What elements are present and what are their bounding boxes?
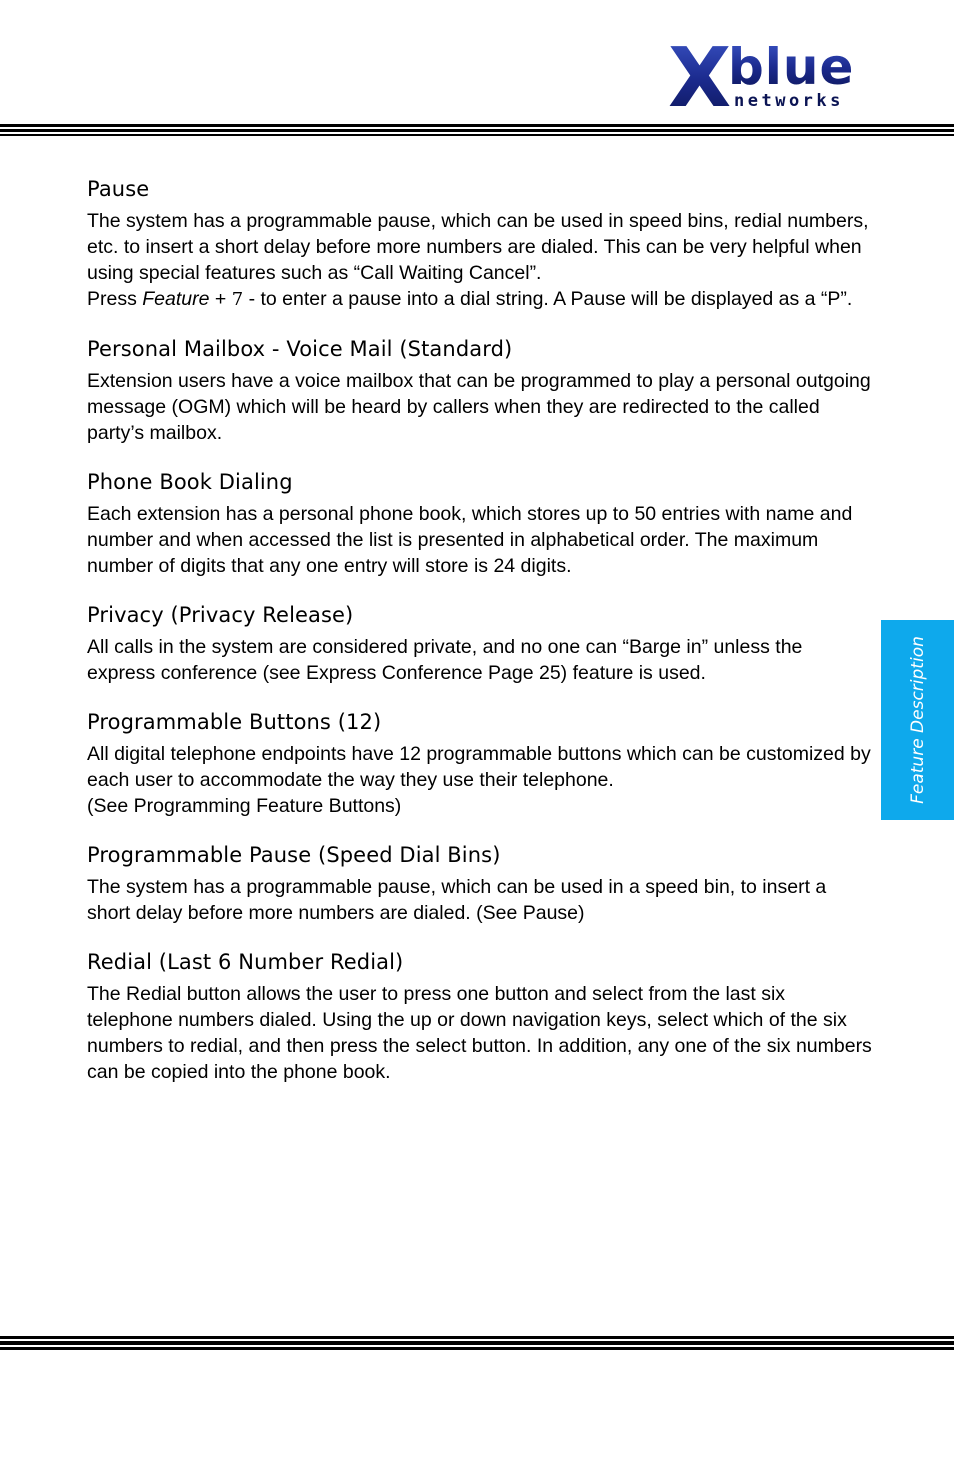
xblue-networks-logo [668, 36, 873, 112]
body-text: Press [87, 288, 143, 310]
logo-subword: networks [734, 91, 844, 111]
section-personal-mailbox [87, 335, 872, 446]
side-tab-feature-description[interactable] [881, 620, 954, 820]
side-tab-label: Feature Description [907, 636, 928, 804]
logo-word: blue [728, 38, 855, 96]
section-title: Redial (Last 6 Number Redial) [87, 950, 404, 974]
section-body [87, 741, 872, 819]
section-body: The system has a programmable pause, which can be used in a speed bin, to insert a short delay before more numbers are dialed. (See Pause) [87, 876, 827, 924]
section-body: Extension users have a voice mailbox that can be programmed to play a personal outgoing message (OGM) which will be heard by callers when they are redirected to the called party’s mailbox. [87, 370, 871, 444]
section-title: Programmable Pause (Speed Dial Bins) [87, 843, 501, 867]
body-text: + [209, 288, 232, 310]
section-title: Privacy (Privacy Release) [87, 603, 354, 627]
section-programmable-buttons [87, 708, 872, 819]
body-text: The system has a programmable pause, which can be used in speed bins, redial numbers, etc. to insert a short delay before more numbers are dialed. This can be very helpful when using special features such as “Call Waiting Cancel”. [87, 210, 869, 284]
section-redial [87, 948, 872, 1085]
dial-key: 7 [231, 289, 244, 310]
section-phone-book-dialing [87, 468, 872, 579]
section-body: The Redial button allows the user to press one button and select from the last six telephone numbers dialed. Using the up or down navigation keys, select which of the six numbers to redial, and then press the select button. In addition, any one of the six numbers can be copied into the phone book. [87, 983, 872, 1083]
section-title: Phone Book Dialing [87, 470, 293, 494]
header-rule [0, 124, 954, 136]
section-title: Pause [87, 177, 150, 201]
body-text: - to enter a pause into a dial string. A Pause will be displayed as a “P”. [243, 288, 853, 310]
section-body: All calls in the system are considered private, and no one can “Barge in” unless the express conference (see Express Conference Page 25) feature is used. [87, 636, 803, 684]
section-body [87, 208, 872, 313]
page-content [87, 175, 872, 1107]
logo-mark: X [668, 36, 732, 112]
section-title: Programmable Buttons (12) [87, 710, 382, 734]
footer-rule [0, 1336, 954, 1350]
body-text: All digital telephone endpoints have 12 programmable buttons which can be customized by each user to accommodate the way they use their telephone. [87, 743, 871, 791]
section-programmable-pause [87, 841, 872, 926]
body-text: (See Programming Feature Buttons) [87, 795, 402, 817]
section-body: Each extension has a personal phone book, which stores up to 50 entries with name and number and when accessed the list is presented in alphabetical order. The maximum number of digits that any one entry will store is 24 digits. [87, 503, 853, 577]
section-pause [87, 175, 872, 313]
section-privacy [87, 601, 872, 686]
feature-key-label: Feature [142, 288, 210, 310]
section-title: Personal Mailbox - Voice Mail (Standard) [87, 337, 513, 361]
